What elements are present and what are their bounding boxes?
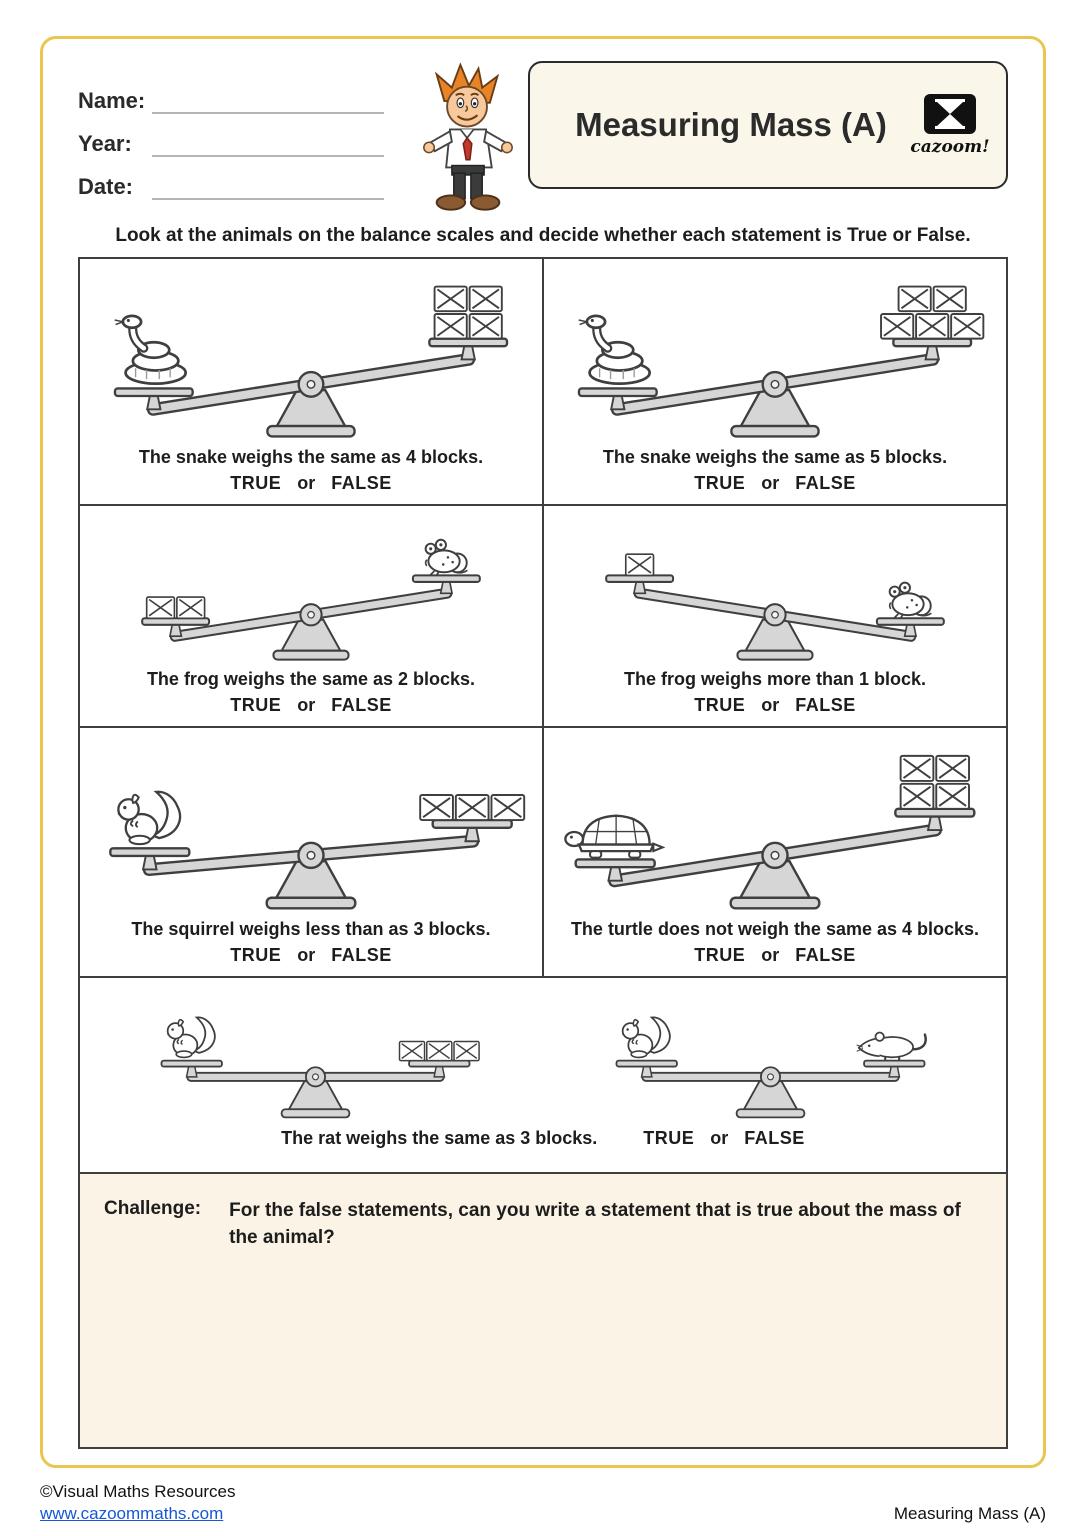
statement-4: The frog weighs more than 1 block. xyxy=(623,669,927,689)
name-input-line[interactable] xyxy=(152,86,384,114)
question-cell-1 xyxy=(79,258,543,505)
option-false-4[interactable]: FALSE xyxy=(795,695,856,715)
option-or-5: or xyxy=(297,945,316,965)
balance-scale-1 xyxy=(88,265,534,445)
year-field xyxy=(78,114,408,157)
question-cell-4 xyxy=(543,505,1007,727)
option-true-4[interactable]: TRUE xyxy=(694,695,746,715)
answer-options-1 xyxy=(88,473,534,494)
header xyxy=(78,59,1008,209)
hourglass-icon xyxy=(923,93,977,135)
option-false-6[interactable]: FALSE xyxy=(795,945,856,965)
date-field xyxy=(78,157,408,200)
option-false-3[interactable]: FALSE xyxy=(331,695,392,715)
option-false-5[interactable]: FALSE xyxy=(331,945,392,965)
option-or-1: or xyxy=(297,473,316,493)
balance-scale-4 xyxy=(552,512,998,667)
balance-scale-3 xyxy=(88,512,534,667)
statement-5: The squirrel weighs less than as 3 blocks. xyxy=(131,919,491,939)
cazoom-logo xyxy=(908,93,992,157)
title-box xyxy=(528,61,1008,189)
option-or-4: or xyxy=(761,695,780,715)
answer-options-3 xyxy=(88,695,534,716)
option-or-2: or xyxy=(761,473,780,493)
challenge-box xyxy=(79,1173,1007,1448)
statement-2: The snake weighs the same as 5 blocks. xyxy=(602,447,948,467)
footer-left xyxy=(40,1482,236,1524)
balance-scale-5 xyxy=(88,734,534,917)
answer-options-5 xyxy=(88,945,534,966)
cartoon-boy-icon xyxy=(414,61,522,213)
question-cell-2 xyxy=(543,258,1007,505)
date-label: Date: xyxy=(78,174,134,199)
mascot-illustration xyxy=(414,61,522,213)
name-label: Name: xyxy=(78,88,146,113)
option-true-2[interactable]: TRUE xyxy=(694,473,746,493)
challenge-text: For the false statements, can you write a statement that is true about the mass of the animal? xyxy=(229,1200,961,1248)
option-false-7[interactable]: FALSE xyxy=(744,1128,805,1148)
balance-scale-7b xyxy=(543,984,998,1124)
answer-options-2 xyxy=(552,473,998,494)
question-cell-5 xyxy=(79,727,543,977)
footer-doc-label: Measuring Mass (A) xyxy=(893,1504,1046,1523)
copyright-text: ©Visual Maths Resources xyxy=(40,1482,236,1501)
balance-scale-6 xyxy=(552,734,998,917)
answer-options-6 xyxy=(552,945,998,966)
worksheet-title: Measuring Mass (A) xyxy=(575,106,887,143)
option-true-5[interactable]: TRUE xyxy=(230,945,282,965)
instruction-text: Look at the animals on the balance scales and decide whether each statement is True or False. xyxy=(115,225,971,246)
worksheet-grid xyxy=(78,257,1008,1449)
year-label: Year: xyxy=(78,131,132,156)
balance-scale-pair xyxy=(88,984,998,1124)
option-or-3: or xyxy=(297,695,316,715)
statement-7: The rat weighs the same as 3 blocks. xyxy=(281,1128,598,1148)
option-true-1[interactable]: TRUE xyxy=(230,473,282,493)
question-cell-6 xyxy=(543,727,1007,977)
year-input-line[interactable] xyxy=(152,129,384,157)
website-link[interactable]: www.cazoommaths.com xyxy=(40,1504,224,1523)
brand-name: cazoom! xyxy=(910,137,990,157)
option-false-1[interactable]: FALSE xyxy=(331,473,392,493)
balance-scale-7a xyxy=(88,984,543,1124)
statement-7-row xyxy=(88,1126,998,1154)
option-true-7[interactable]: TRUE xyxy=(643,1128,695,1148)
statement-6: The turtle does not weigh the same as 4 blocks. xyxy=(570,919,980,939)
option-false-2[interactable]: FALSE xyxy=(795,473,856,493)
question-cell-3 xyxy=(79,505,543,727)
balance-scale-2 xyxy=(552,265,998,445)
answer-options-4 xyxy=(552,695,998,716)
worksheet-page xyxy=(40,36,1046,1468)
page-footer xyxy=(40,1482,1046,1524)
answer-options-7 xyxy=(643,1128,805,1149)
student-fields xyxy=(78,59,408,200)
challenge-label: Challenge: xyxy=(104,1198,202,1219)
option-or-7: or xyxy=(710,1128,729,1148)
date-input-line[interactable] xyxy=(152,172,384,200)
statement-3: The frog weighs the same as 2 blocks. xyxy=(146,669,476,689)
option-true-6[interactable]: TRUE xyxy=(694,945,746,965)
name-field xyxy=(78,71,408,114)
statement-1: The snake weighs the same as 4 blocks. xyxy=(138,447,484,467)
option-true-3[interactable]: TRUE xyxy=(230,695,282,715)
question-cell-7 xyxy=(79,977,1007,1173)
option-or-6: or xyxy=(761,945,780,965)
